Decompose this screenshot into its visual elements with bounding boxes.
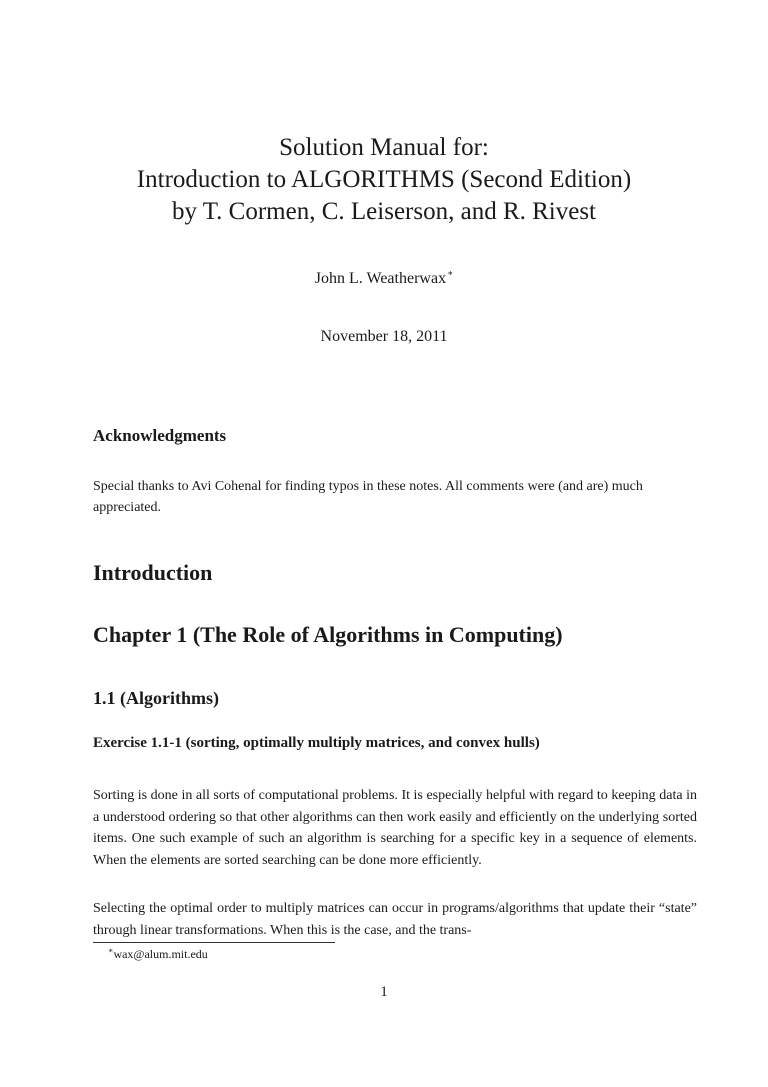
footnote — [108, 946, 208, 962]
author-name: John L. Weatherwax — [314, 270, 447, 287]
title-line-1: Solution Manual for: — [279, 134, 489, 161]
author-footnote-mark: ∗ — [447, 268, 454, 278]
introduction-heading: Introduction — [93, 560, 213, 585]
author-line — [0, 268, 768, 288]
footnote-email: wax@alum.mit.edu — [113, 947, 208, 961]
acknowledgments-heading: Acknowledgments — [93, 426, 227, 445]
title-line-3: by T. Cormen, C. Leiserson, and R. Rivest — [171, 198, 597, 225]
footnote-rule — [93, 942, 335, 943]
document-date: November 18, 2011 — [320, 328, 448, 345]
exercise-heading: Exercise 1.1-1 (sorting, optimally multiply matrices, and convex hulls) — [93, 735, 540, 751]
chapter-heading: Chapter 1 (The Role of Algorithms in Computing) — [93, 622, 563, 647]
page-number: 1 — [380, 984, 388, 1000]
title-line-2: Introduction to ALGORITHMS (Second Edition) — [136, 166, 632, 193]
exercise-paragraph-1: Sorting is done in all sorts of computational problems. It is especially helpful with regard to keeping data in a understood ordering so that other algorithms can then work easily and efficiently on the underlying sorted items. One such example of such an algorithm is searching for a specific key in a sequence of elements. When the elements are sorted searching can be done more efficiently. — [93, 788, 697, 868]
section-heading: 1.1 (Algorithms) — [93, 688, 219, 708]
acknowledgments-text: Special thanks to Avi Cohenal for finding typos in these notes. All comments were (and are) much appreciated. — [93, 479, 643, 515]
footnote-mark: ∗ — [108, 946, 114, 955]
exercise-paragraph-2: Selecting the optimal order to multiply matrices can occur in programs/algorithms that update their “state” through linear transformations. When this is the case, and the trans- — [93, 901, 697, 938]
document-title — [0, 132, 768, 228]
